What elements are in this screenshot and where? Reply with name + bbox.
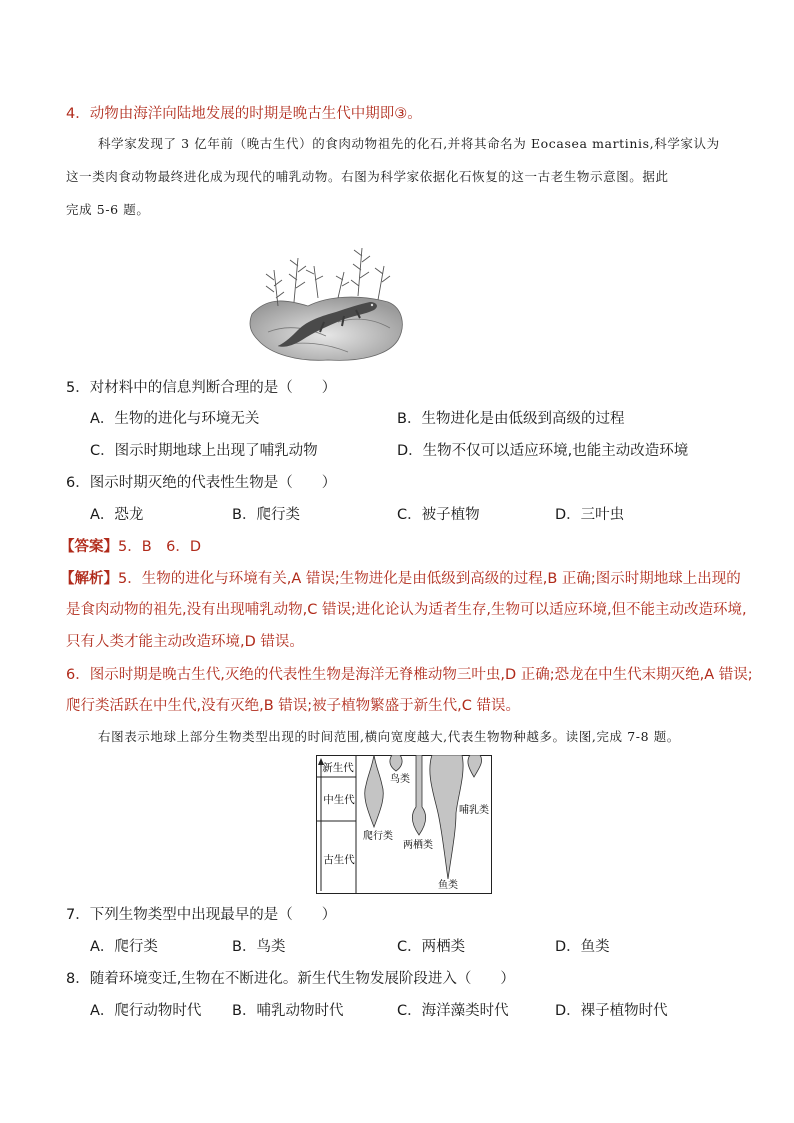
q6-stem: 6．图示时期灭绝的代表性生物是（ ）: [66, 475, 337, 491]
group-label-birds: 鸟类: [390, 774, 410, 785]
analysis-line5: 爬行类活跃在中生代,没有灭绝,B 错误;被子植物繁盛于新生代,C 错误。: [66, 698, 521, 714]
q7-stem: 7．下列生物类型中出现最早的是（ ）: [66, 907, 337, 923]
q7-option-b[interactable]: B．鸟类: [232, 939, 286, 955]
q5-option-b[interactable]: B．生物进化是由低级到高级的过程: [397, 411, 625, 427]
q6-option-c[interactable]: C．被子植物: [397, 507, 480, 523]
q6-option-d[interactable]: D．三叶虫: [555, 507, 625, 523]
passage1-line2: 这一类肉食动物最终进化成为现代的哺乳动物。右图为科学家依据化石恢复的这一古老生物示意图。据此: [66, 169, 669, 184]
q7-option-d[interactable]: D．鱼类: [555, 939, 610, 955]
q8-option-d[interactable]: D．裸子植物时代: [555, 1003, 668, 1019]
q8-option-b[interactable]: B．哺乳动物时代: [232, 1003, 344, 1019]
group-label-amphibians: 两栖类: [403, 840, 433, 851]
analysis-line4: 6．图示时期是晚古生代,灭绝的代表性生物是海洋无脊椎动物三叶虫,D 正确;恐龙在中生代末期灭绝,A 错误;: [66, 667, 753, 683]
q7-option-c[interactable]: C．两栖类: [397, 939, 466, 955]
q8-option-c[interactable]: C．海洋藻类时代: [397, 1003, 509, 1019]
fossil-creature-illustration: [248, 236, 408, 364]
group-label-fish: 鱼类: [438, 880, 458, 891]
q8-option-a[interactable]: A．爬行动物时代: [90, 1003, 202, 1019]
passage2: 右图表示地球上部分生物类型出现的时间范围,横向宽度越大,代表生物物种越多。读图,完成 7-8 题。: [98, 729, 680, 744]
answer-text: 5．B 6．D: [118, 539, 202, 555]
q8-stem: 8．随着环境变迁,生物在不断进化。新生代生物发展阶段进入（ ）: [66, 971, 515, 987]
passage1-line3: 完成 5-6 题。: [66, 202, 150, 217]
analysis-line1-row: [60, 567, 741, 588]
answer-row: [60, 535, 201, 556]
era-organism-diagram: [316, 755, 492, 895]
analysis-line2: 是食肉动物的祖先,没有出现哺乳动物,C 错误;进化论认为适者生存,生物可以适应环境,但不能主动改造环境,: [66, 602, 747, 618]
answer-label: 【答案】: [60, 539, 118, 555]
q6-option-b[interactable]: B．爬行类: [232, 507, 300, 523]
group-label-mammals: 哺乳类: [459, 805, 489, 816]
analysis-line3: 只有人类才能主动改造环境,D 错误。: [66, 634, 304, 650]
era-label-paleozoic: 古生代: [323, 854, 355, 866]
analysis-line1: 5．生物的进化与环境有关,A 错误;生物进化是由低级到高级的过程,B 正确;图示时期地球上出现的: [118, 571, 741, 587]
q6-option-a[interactable]: A．恐龙: [90, 507, 144, 523]
era-label-mesozoic: 中生代: [323, 794, 355, 806]
group-label-reptiles: 爬行类: [363, 831, 393, 842]
q5-stem: 5．对材料中的信息判断合理的是（ ）: [66, 380, 337, 396]
q5-option-d[interactable]: D．生物不仅可以适应环境,也能主动改造环境: [397, 443, 689, 459]
q7-option-a[interactable]: A．爬行类: [90, 939, 158, 955]
era-label-cenozoic: 新生代: [322, 762, 354, 774]
q5-option-a[interactable]: A．生物的进化与环境无关: [90, 411, 260, 427]
q4-note: 4．动物由海洋向陆地发展的时期是晚古生代中期即③。: [66, 106, 422, 122]
q5-option-c[interactable]: C．图示时期地球上出现了哺乳动物: [90, 443, 318, 459]
passage1-line1: 科学家发现了 3 亿年前（晚古生代）的食肉动物祖先的化石,并将其命名为 Eocasea martinis,科学家认为: [98, 136, 720, 151]
analysis-label: 【解析】: [60, 571, 118, 587]
